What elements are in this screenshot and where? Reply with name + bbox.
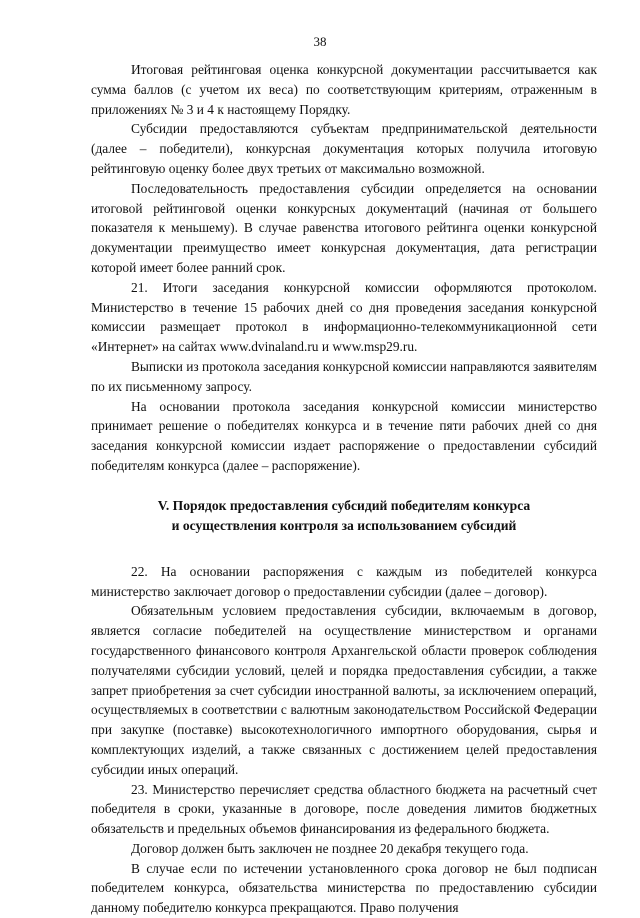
paragraph: В случае если по истечении установленного срока договор не был подписан победителем конкурса, обязательства министерства по предоставлению субсидии данному победителю конкурса прекращаются. Право получения <box>91 860 597 916</box>
paragraph: Последовательность предоставления субсидии определяется на основании итоговой рейтинговой оценки конкурсных документаций (начиная от большего показателя к меньшему). В случае равенства итогового рейтинга оценки конкурсной документации преимущество имеет конкурсная документация, дата регистрации которой имеет более ранний срок. <box>91 180 597 275</box>
paragraph: Субсидии предоставляются субъектам предпринимательской деятельности (далее – победители), конкурсная документация которых получила итоговую рейтинговую оценку более двух третьих от максимально возможной. <box>91 121 597 176</box>
document-body <box>91 60 597 918</box>
paragraph: 23. Министерство перечисляет средства областного бюджета на расчетный счет победителя в сроки, указанные в договоре, после доведения лимитов бюджетных обязательств и предельных объемов финансирования из федерального бюджета. <box>91 781 597 837</box>
section-heading-line: и осуществления контроля за использованием субсидий <box>171 517 517 533</box>
section-heading <box>91 496 597 536</box>
paragraph: Выписки из протокола заседания конкурсной комиссии направляются заявителям по их письменному запросу. <box>91 358 597 394</box>
paragraph: 22. На основании распоряжения с каждым из победителей конкурса министерство заключает договор о предоставлении субсидии (далее – договор). <box>91 563 597 599</box>
page-number: 38 <box>313 34 327 49</box>
paragraph: Договор должен быть заключен не позднее 20 декабря текущего года. <box>131 840 529 856</box>
paragraph: Обязательным условием предоставления субсидии, включаемым в договор, является согласие победителей на осуществление министерством и органами государственного финансового контроля Архангельской области проверок соблюдения получателями субсидии условий, целей и порядка предоставления субсидии, а также запрет приобретения за счет субсидии иностранной валюты, за исключением операций, осуществляемых в соответствии с валютным законодательством Российской Федерации при закупке (поставке) высокотехнологичного импортного оборудования, сырья и комплектующих изделий, а также связанных с достижением целей предоставления субсидии иных операций. <box>91 603 597 777</box>
paragraph: 21. Итоги заседания конкурсной комиссии оформляются протоколом. Министерство в течение 15 рабочих дней со дня проведения заседания конкурсной комиссии размещает протокол в информационно-телекоммуникационной сети «Интернет» на сайтах www.dvinaland.ru и www.msp29.ru. <box>91 279 597 355</box>
section-heading-line: V. Порядок предоставления субсидий победителям конкурса <box>157 497 531 513</box>
paragraph: Итоговая рейтинговая оценка конкурсной документации рассчитывается как сумма баллов (с учетом их веса) по соответствующим критериям, отраженным в приложениях № 3 и 4 к настоящему Порядку. <box>91 62 597 117</box>
paragraph: На основании протокола заседания конкурсной комиссии министерство принимает решение о победителях конкурса и в течение пяти рабочих дней со дня заседания конкурсной комиссии издает распоряжение о предоставлении субсидий победителям конкурса (далее – распоряжение). <box>91 398 597 473</box>
